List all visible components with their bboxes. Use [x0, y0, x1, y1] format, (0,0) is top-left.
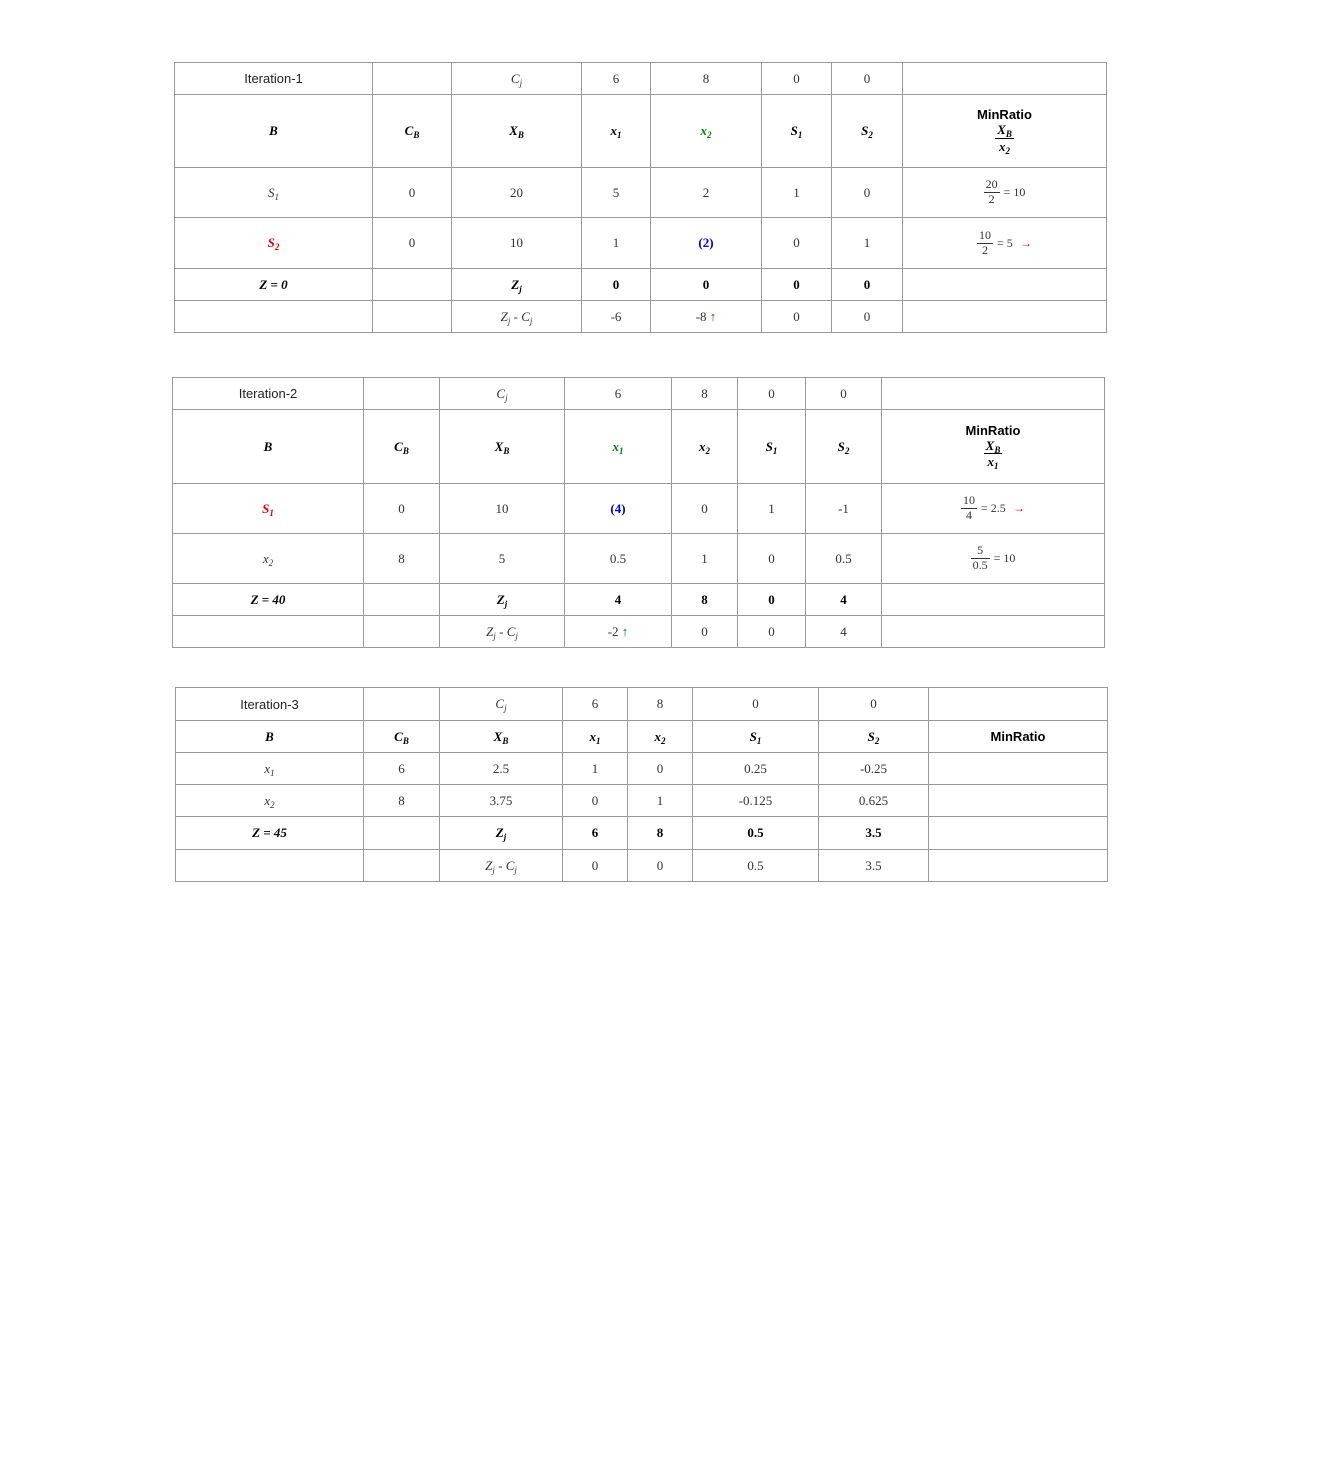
entering-arrow-icon: ↑	[709, 308, 717, 324]
zj-value: 0	[582, 269, 651, 301]
header-row	[173, 410, 1105, 484]
cj-label: $C_j$	[440, 688, 563, 721]
cj-value: 6	[563, 688, 628, 721]
var-header-x2: $x_2$	[672, 410, 738, 484]
zj-cj-row	[176, 850, 1108, 882]
zj-cj-value: 0	[628, 850, 693, 882]
zj-value: 0	[651, 269, 762, 301]
zj-cj-value: 0	[563, 850, 628, 882]
cj-value: 0	[762, 63, 832, 95]
cb-value: 8	[364, 534, 440, 584]
xb-header: $X_B$	[452, 95, 582, 168]
cj-value: 0	[806, 378, 882, 410]
zj-cj-value: 0	[762, 301, 832, 333]
zj-row	[173, 584, 1105, 616]
cj-value: 8	[651, 63, 762, 95]
var-header-s1: $S_1$	[693, 721, 819, 753]
zj-label: $Z_j$	[440, 817, 563, 850]
cj-value: 6	[565, 378, 672, 410]
cell: 1	[738, 484, 806, 534]
xb-value: 10	[452, 218, 582, 269]
minratio-label: MinRatio	[965, 422, 1021, 438]
header-row	[176, 721, 1108, 753]
zj-value: 0	[832, 269, 903, 301]
minratio-label: MinRatio	[977, 107, 1032, 123]
cb-value: 6	[364, 753, 440, 785]
zj-cj-label: $Z_j - C_j$	[452, 301, 582, 333]
minratio-header	[882, 410, 1105, 484]
var-header-s1: $S_1$	[738, 410, 806, 484]
cell: 0	[563, 785, 628, 817]
var-header-x2: $x_2$	[628, 721, 693, 753]
xb-value: 10	[440, 484, 565, 534]
var-header-x2-entering: $x_2$	[651, 95, 762, 168]
zj-cj-label: $Z_j - C_j$	[440, 616, 565, 648]
pivot-element: (4)	[565, 484, 672, 534]
basis-var: $x_2$	[176, 785, 364, 817]
cb-value: 0	[364, 484, 440, 534]
cell: 0.5	[565, 534, 672, 584]
z-value: Z = 45	[176, 817, 364, 850]
zj-value: 8	[672, 584, 738, 616]
cell: 0.5	[806, 534, 882, 584]
xb-value: 3.75	[440, 785, 563, 817]
cb-header: $C_B$	[373, 95, 452, 168]
cell: 1	[582, 218, 651, 269]
iteration-title: Iteration-3	[176, 688, 364, 721]
cell: 0.25	[693, 753, 819, 785]
iteration-2-table	[172, 377, 1105, 648]
var-header-s2: $S_2$	[819, 721, 929, 753]
cj-row	[173, 378, 1105, 410]
var-header-s2: $S_2$	[832, 95, 903, 168]
cell: 1	[628, 785, 693, 817]
cell: 2	[651, 168, 762, 218]
cj-label: $C_j$	[440, 378, 565, 410]
zj-value: 4	[806, 584, 882, 616]
var-header-s1: $S_1$	[762, 95, 832, 168]
basis-var: $x_2$	[173, 534, 364, 584]
zj-cj-value: -6	[582, 301, 651, 333]
cell: 1	[563, 753, 628, 785]
header-row	[175, 95, 1107, 168]
cj-value: 0	[832, 63, 903, 95]
zj-label: $Z_j$	[452, 269, 582, 301]
cell: -0.125	[693, 785, 819, 817]
zj-value: 0	[762, 269, 832, 301]
min-ratio-value: $\frac{10}{4}$ = 2.5 →	[882, 484, 1105, 534]
zj-cj-value: 3.5	[819, 850, 929, 882]
cell: 0	[762, 218, 832, 269]
leaving-arrow-icon: →	[1013, 501, 1026, 515]
cb-header: $C_B$	[364, 721, 440, 753]
zj-value: 4	[565, 584, 672, 616]
basis-var-leaving: $S_2$	[175, 218, 373, 269]
basis-header: B	[176, 721, 364, 753]
minratio-formula: $\frac{X_B}{x_1}$	[985, 437, 1001, 472]
iteration-1-table	[174, 62, 1107, 333]
iteration-title: Iteration-1	[175, 63, 373, 95]
min-ratio-value: $\frac{20}{2}$ = 10	[903, 168, 1107, 218]
min-ratio-value: $\frac{10}{2}$ = 5 →	[903, 218, 1107, 269]
zj-row	[175, 269, 1107, 301]
entering-arrow-icon: ↑	[621, 623, 629, 639]
cell: 0	[628, 753, 693, 785]
cell: 0	[672, 484, 738, 534]
leaving-arrow-icon: →	[1020, 235, 1033, 250]
zj-cj-row	[175, 301, 1107, 333]
cell: 0	[832, 168, 903, 218]
z-value: Z = 40	[173, 584, 364, 616]
cb-value: 0	[373, 168, 452, 218]
cb-value: 0	[373, 218, 452, 269]
minratio-header	[929, 721, 1108, 753]
cj-row	[176, 688, 1108, 721]
minratio-header	[903, 95, 1107, 168]
cell: 1	[672, 534, 738, 584]
basis-var: $S_1$	[175, 168, 373, 218]
xb-value: 20	[452, 168, 582, 218]
cj-value: 0	[738, 378, 806, 410]
basis-header: B	[173, 410, 364, 484]
zj-label: $Z_j$	[440, 584, 565, 616]
table-row	[175, 168, 1107, 218]
table-row	[176, 753, 1108, 785]
cj-row	[175, 63, 1107, 95]
cell: -0.25	[819, 753, 929, 785]
xb-header: $X_B$	[440, 410, 565, 484]
cb-header: $C_B$	[364, 410, 440, 484]
var-header-x1: $x_1$	[563, 721, 628, 753]
cell: -1	[806, 484, 882, 534]
table-row	[175, 218, 1107, 269]
cj-value: 8	[672, 378, 738, 410]
cell: 5	[582, 168, 651, 218]
zj-value: 0	[738, 584, 806, 616]
zj-value: 8	[628, 817, 693, 850]
zj-value: 6	[563, 817, 628, 850]
cj-label: $C_j$	[452, 63, 582, 95]
var-header-s2: $S_2$	[806, 410, 882, 484]
zj-cj-value: 0.5	[693, 850, 819, 882]
zj-cj-value: -8 ↑	[651, 301, 762, 333]
zj-cj-label: $Z_j - C_j$	[440, 850, 563, 882]
cell: 1	[832, 218, 903, 269]
zj-cj-row	[173, 616, 1105, 648]
cj-value: 0	[693, 688, 819, 721]
basis-var: $x_1$	[176, 753, 364, 785]
table-row	[176, 785, 1108, 817]
iteration-title: Iteration-2	[173, 378, 364, 410]
zj-cj-value: 0	[738, 616, 806, 648]
cj-value: 8	[628, 688, 693, 721]
minratio-label: MinRatio	[990, 729, 1046, 744]
basis-var-leaving: $S_1$	[173, 484, 364, 534]
cell: 0.625	[819, 785, 929, 817]
min-ratio-value: $\frac{5}{0.5}$ = 10	[882, 534, 1105, 584]
minratio-formula: $\frac{X_B}{x_2}$	[997, 122, 1012, 156]
zj-cj-value: 4	[806, 616, 882, 648]
var-header-x1: $x_1$	[582, 95, 651, 168]
z-value: Z = 0	[175, 269, 373, 301]
cell: 0	[738, 534, 806, 584]
table-row	[173, 484, 1105, 534]
pivot-element: (2)	[651, 218, 762, 269]
table-row	[173, 534, 1105, 584]
zj-value: 3.5	[819, 817, 929, 850]
iteration-3-table	[175, 687, 1108, 882]
cj-value: 0	[819, 688, 929, 721]
xb-value: 2.5	[440, 753, 563, 785]
xb-value: 5	[440, 534, 565, 584]
zj-row	[176, 817, 1108, 850]
basis-header: B	[175, 95, 373, 168]
cell: 1	[762, 168, 832, 218]
var-header-x1-entering: $x_1$	[565, 410, 672, 484]
zj-value: 0.5	[693, 817, 819, 850]
xb-header: $X_B$	[440, 721, 563, 753]
zj-cj-value: -2 ↑	[565, 616, 672, 648]
zj-cj-value: 0	[672, 616, 738, 648]
cb-value: 8	[364, 785, 440, 817]
zj-cj-value: 0	[832, 301, 903, 333]
cj-value: 6	[582, 63, 651, 95]
